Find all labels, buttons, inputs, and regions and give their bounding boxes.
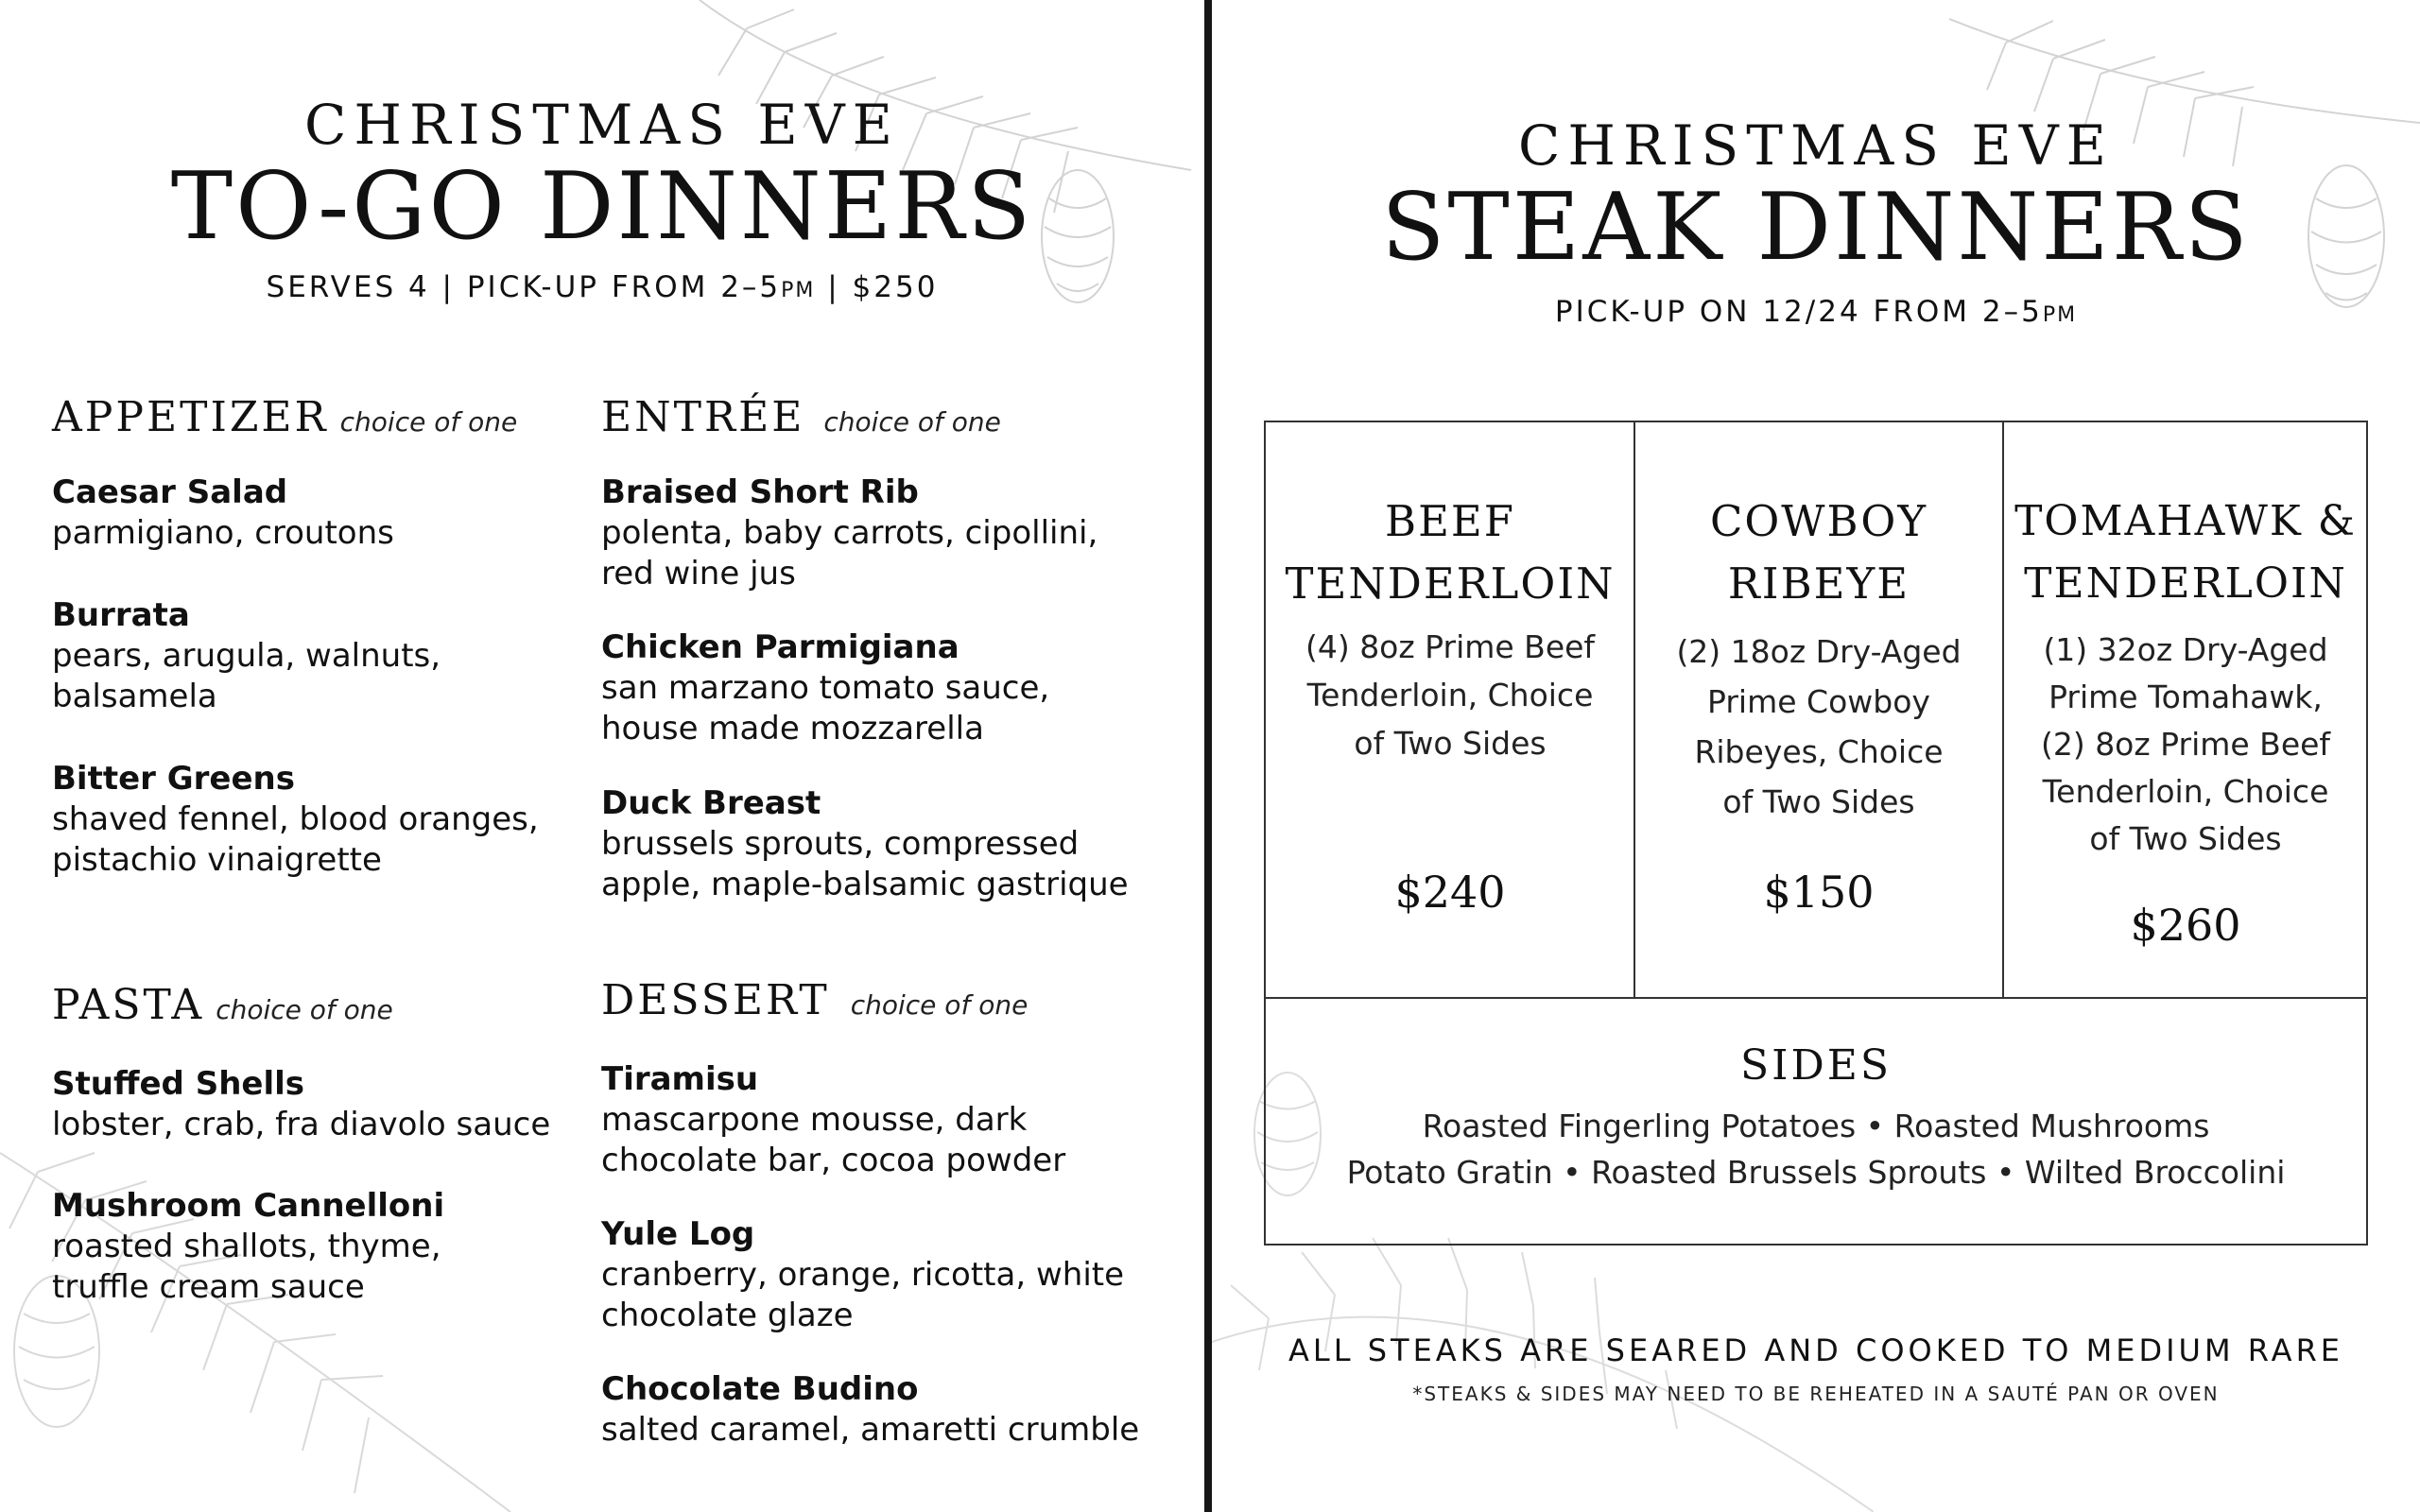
sides-line: Potato Gratin • Roasted Brussels Sprouts • Wilted Broccolini	[1346, 1154, 2286, 1191]
menu-item-name: Stuffed Shells	[52, 1065, 305, 1103]
appetizer-heading-text: APPETIZER	[52, 393, 329, 441]
menu-item-desc: roasted shallots, thyme, truffle cream sauce	[52, 1228, 441, 1306]
left-eyebrow: CHRISTMAS EVE	[304, 93, 900, 157]
entree-heading	[601, 393, 1001, 441]
steak-title-line: TENDERLOIN	[2024, 559, 2347, 608]
menu-item-name: Chocolate Budino	[601, 1370, 919, 1408]
steak-options-grid	[1264, 421, 2368, 1246]
steak-option-cowboy-ribeye	[1634, 422, 2003, 997]
menu-item-desc: brussels sprouts, compressed apple, maple-balsamic gastrique	[601, 825, 1129, 903]
steak-desc	[2022, 627, 2349, 863]
menu-item-name: Braised Short Rib	[601, 473, 919, 511]
menu-item	[601, 1214, 1131, 1336]
right-subtitle-pm: PM	[2042, 303, 2078, 327]
dessert-heading-text: DESSERT	[601, 976, 830, 1024]
appetizer-heading	[52, 393, 517, 441]
left-subtitle-pm: PM	[781, 279, 816, 302]
steak-dinners-panel	[1212, 0, 2420, 1512]
menu-item	[52, 595, 525, 717]
menu-item	[601, 1369, 1187, 1451]
dessert-heading	[601, 976, 1028, 1024]
menu-item-desc: parmigiano, croutons	[52, 514, 394, 552]
menu-item	[52, 472, 600, 554]
right-subtitle	[1212, 295, 2420, 329]
left-subtitle-text: SERVES 4 | PICK-UP FROM 2–5	[266, 270, 782, 304]
steak-title-line: RIBEYE	[1727, 558, 1910, 609]
menu-item-desc: shaved fennel, blood oranges, pistachio vinaigrette	[52, 800, 539, 879]
steak-desc	[1285, 623, 1616, 767]
steak-desc-line: Ribeyes, Choice	[1694, 733, 1944, 770]
steak-desc-line: Tenderloin, Choice	[1306, 677, 1594, 713]
steak-desc-line: (4) 8oz Prime Beef	[1305, 628, 1596, 665]
menu-item-name: Chicken Parmigiana	[601, 628, 959, 666]
right-subtitle-text: PICK-UP ON 12/24 FROM 2–5	[1554, 295, 2043, 329]
menu-item-name: Burrata	[52, 596, 190, 634]
steak-title	[1634, 490, 2003, 615]
steak-desc-line: of Two Sides	[2089, 820, 2282, 857]
steak-desc-line: of Two Sides	[1722, 783, 1915, 820]
reheat-footnote: *STEAKS & SIDES MAY NEED TO BE REHEATED IN A SAUTÉ PAN OR OVEN	[1412, 1383, 2220, 1405]
menu-item-desc: pears, arugula, walnuts, balsamela	[52, 637, 441, 715]
steak-title-line: TENDERLOIN	[1285, 558, 1616, 609]
menu-item-desc: mascarpone mousse, dark chocolate bar, cocoa powder	[601, 1101, 1066, 1179]
steak-price: $260	[2130, 900, 2241, 951]
menu-item	[601, 472, 1131, 594]
right-title: STEAK DINNERS	[1381, 174, 2251, 282]
cooking-note: ALL STEAKS ARE SEARED AND COOKED TO MEDIUM RARE	[1288, 1332, 2344, 1368]
menu-item	[601, 627, 1131, 749]
steak-price: $150	[1763, 867, 1875, 918]
entree-note: choice of one	[823, 406, 1001, 438]
steak-desc-line: (1) 32oz Dry-Aged	[2043, 631, 2328, 668]
pasta-heading	[52, 981, 393, 1029]
to-go-dinners-panel	[0, 0, 1204, 1512]
menu-item-desc: lobster, crab, fra diavolo sauce	[52, 1106, 551, 1143]
menu-item-name: Caesar Salad	[52, 473, 288, 511]
steak-title	[2003, 490, 2368, 615]
sides-line: Roasted Fingerling Potatoes • Roasted Mushrooms	[1422, 1108, 2210, 1144]
pasta-heading-text: PASTA	[52, 981, 205, 1029]
sides-heading: SIDES	[1739, 1041, 1893, 1090]
right-eyebrow: CHRISTMAS EVE	[1518, 113, 2114, 178]
left-subtitle-price: | $250	[815, 270, 939, 304]
steak-title	[1266, 490, 1634, 615]
menu-item-desc: polenta, baby carrots, cipollini, red wine jus	[601, 514, 1098, 593]
menu-item-desc: cranberry, orange, ricotta, white chocolate glaze	[601, 1256, 1125, 1334]
menu-item-desc: salted caramel, amaretti crumble	[601, 1411, 1140, 1449]
steak-desc-line: (2) 8oz Prime Beef	[2040, 726, 2331, 763]
steak-title-line: TOMAHAWK &	[2014, 497, 2357, 545]
dessert-note: choice of one	[850, 989, 1028, 1021]
menu-item-desc: san marzano tomato sauce, house made mozzarella	[601, 669, 1050, 747]
menu-item	[52, 1064, 600, 1145]
menu-item	[601, 783, 1187, 905]
steak-title-line: COWBOY	[1709, 496, 1928, 546]
steak-desc-line: Prime Cowboy	[1707, 683, 1930, 720]
menu-item-name: Yule Log	[601, 1215, 755, 1253]
menu-item	[601, 1059, 1131, 1181]
steak-desc-line: of Two Sides	[1354, 725, 1547, 762]
steak-desc	[1653, 627, 1984, 827]
appetizer-note: choice of one	[339, 406, 518, 438]
pasta-note: choice of one	[216, 994, 393, 1025]
steak-desc-line: Tenderloin, Choice	[2042, 773, 2329, 810]
menu-item-name: Duck Breast	[601, 784, 821, 822]
entree-heading-text: ENTRÉE	[601, 393, 805, 441]
steak-option-tomahawk-tenderloin	[2003, 422, 2368, 997]
menu-item-name: Bitter Greens	[52, 760, 295, 798]
menu-item	[52, 759, 591, 881]
menu-item	[52, 1186, 496, 1308]
panel-divider	[1204, 0, 1212, 1512]
menu-item-name: Mushroom Cannelloni	[52, 1187, 445, 1225]
left-title: TO-GO DINNERS	[170, 153, 1034, 261]
left-subtitle	[0, 270, 1204, 304]
steak-desc-line: (2) 18oz Dry-Aged	[1676, 633, 1962, 670]
menu-item-name: Tiramisu	[601, 1060, 759, 1098]
steak-desc-line: Prime Tomahawk,	[2048, 679, 2323, 715]
grid-divider	[1266, 997, 2366, 999]
steak-title-line: BEEF	[1385, 496, 1515, 546]
steak-option-beef-tenderloin	[1266, 422, 1634, 997]
steak-price: $240	[1394, 867, 1506, 918]
